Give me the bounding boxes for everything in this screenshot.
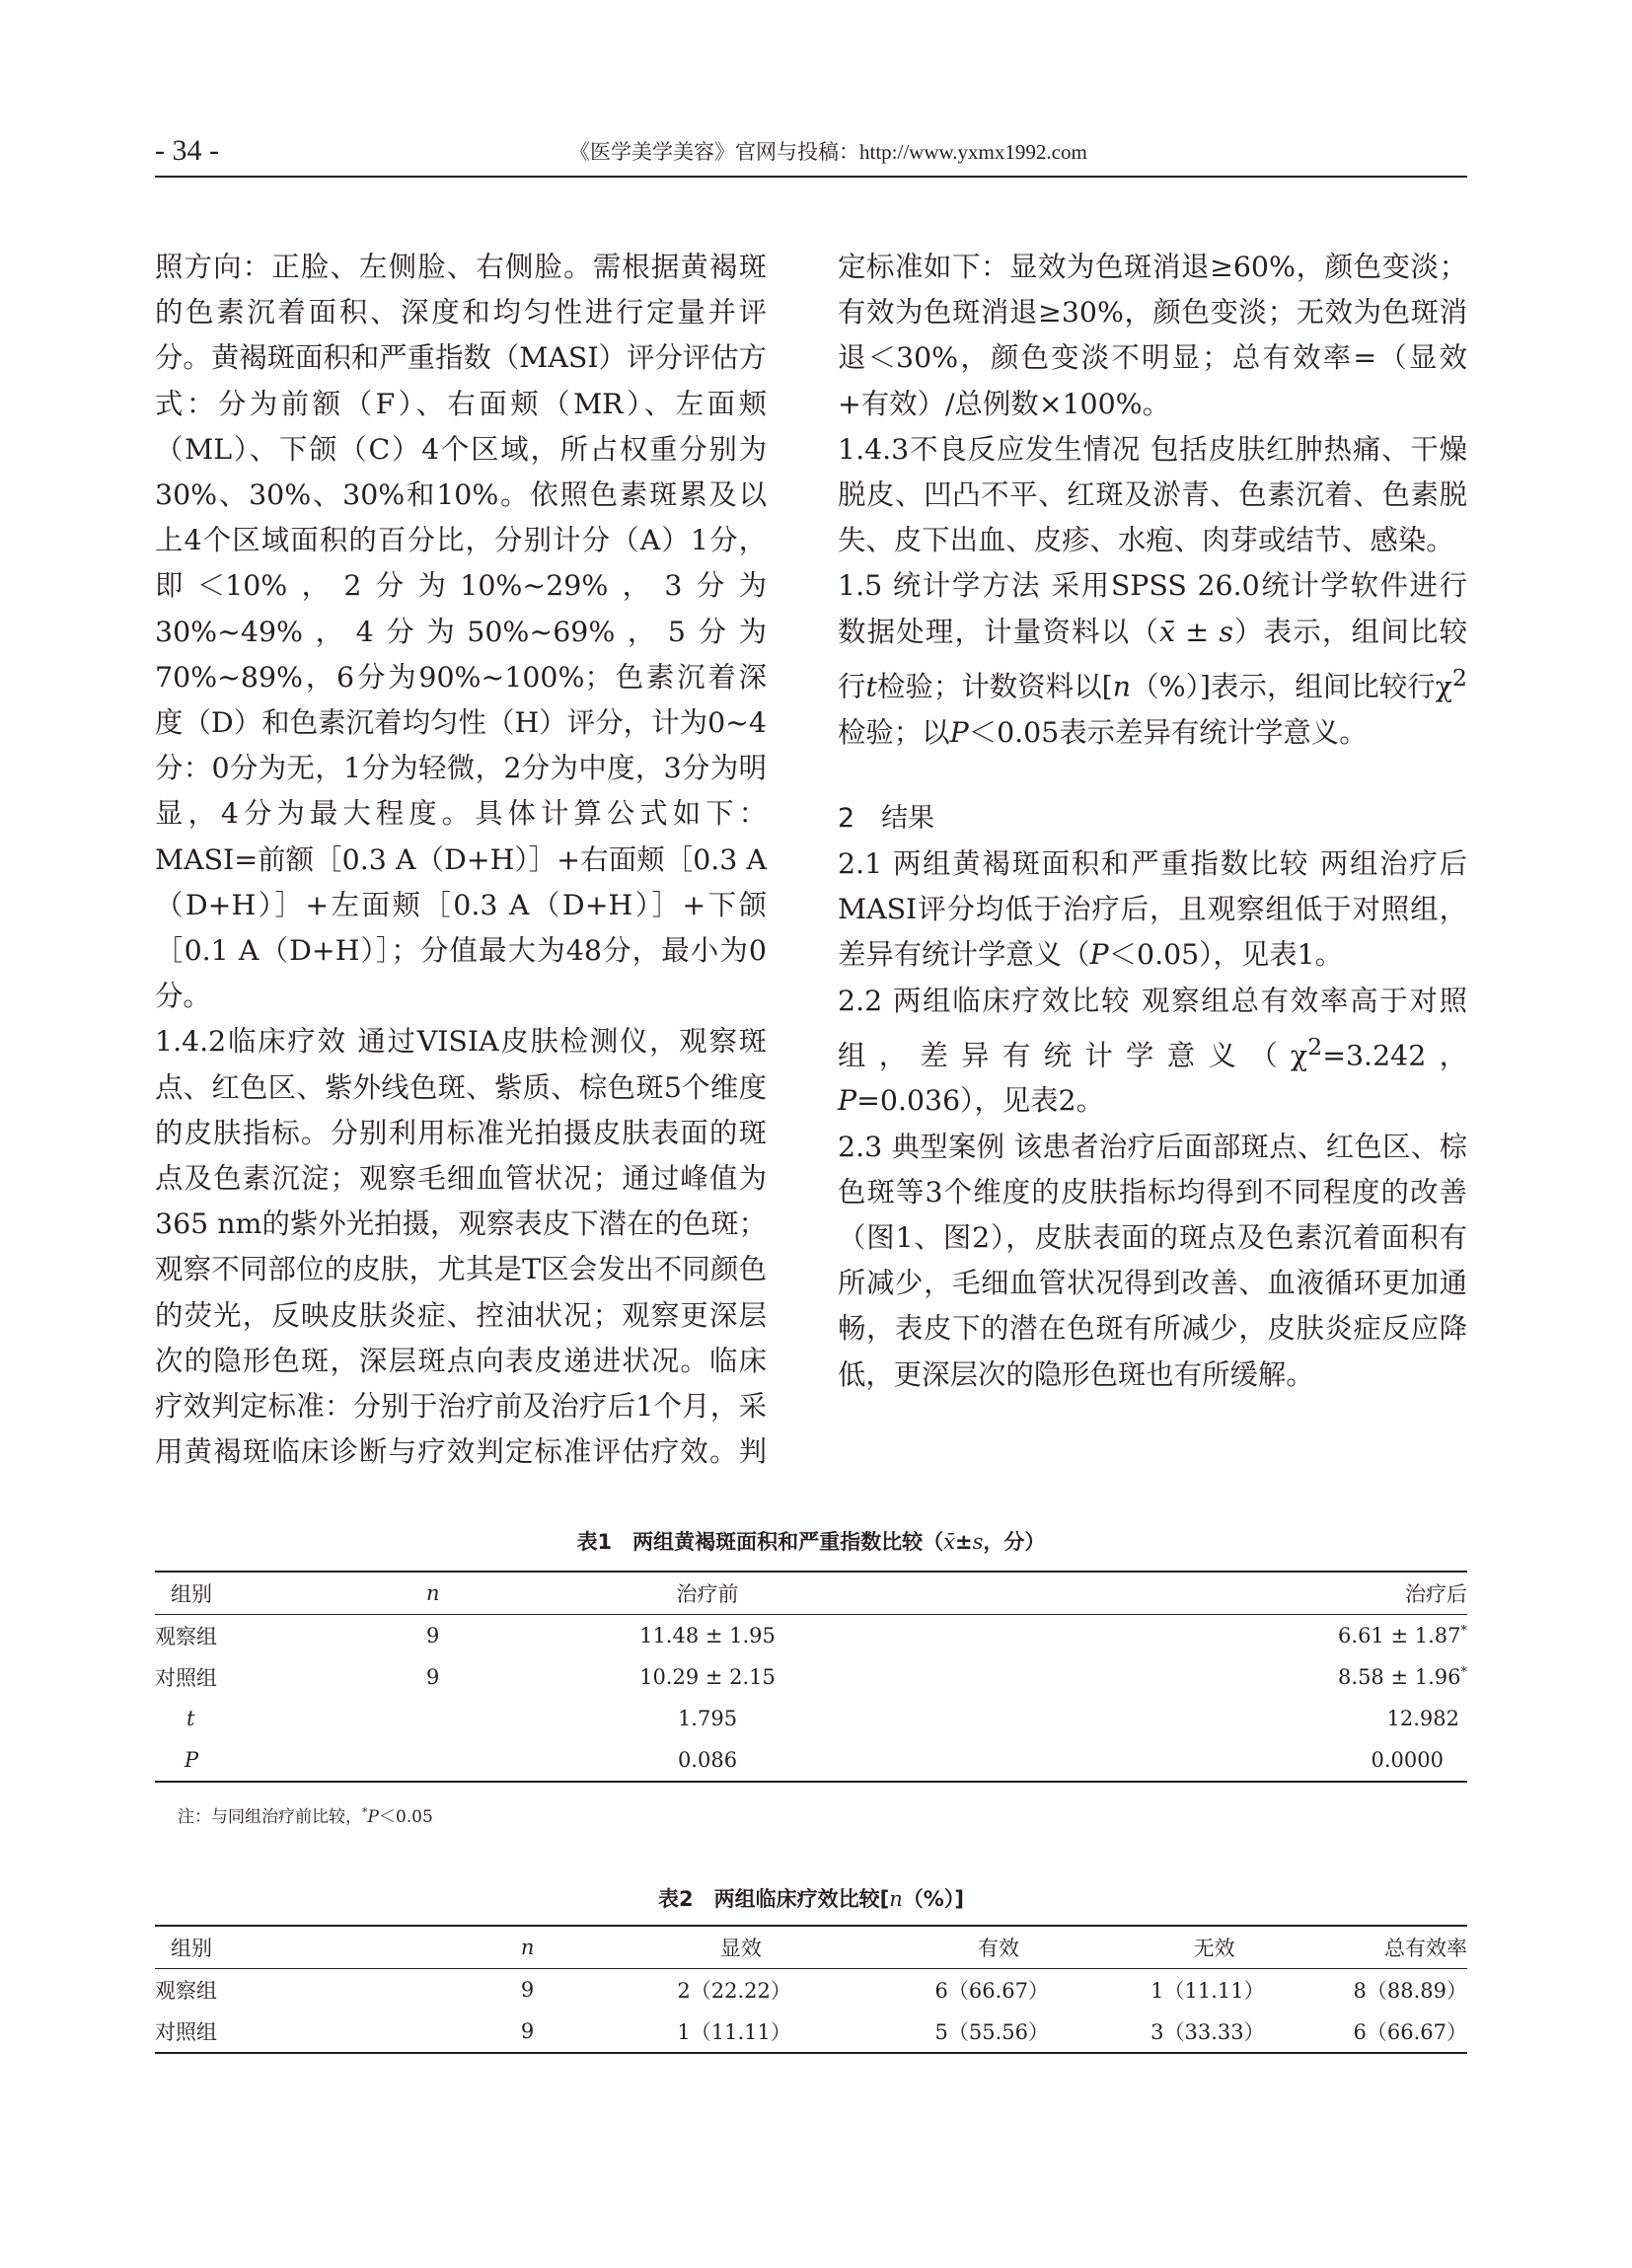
- header-group: 组别: [171, 1937, 212, 1960]
- table1-caption: 表1 两组黄褐斑面积和严重指数比较（x̄±s，分）: [576, 1530, 1046, 1554]
- table-row: 观察组 9 2（22.22） 6（66.67） 1（11.11） 8（88.89）: [155, 1978, 1467, 2003]
- masi-scoring-paragraph: 照方向：正脸、左侧脸、右侧脸。需根据黄褐斑的色素沉着面积、深度和均匀性进行定量并评分。黄褐斑面积和严重指数（MASI）评分评估方式：分为前额（F）、右面颊（MR）、左面颊（ML）、下颌（C）4个区域，所占权重分别为30%、30%、30%和10%。依照色素斑累及以上4个区域面积的百分比，分别计分（A）1分，即＜10%，2分为10%~29%，3分为30%~49%，4分为50%~69%，5分为70%~89%，6分为90%~100%；色素沉着深度（D）和色素沉着均匀性（H）评分，计为0~4分：0分为无，1分为轻微，2分为中度，3分为明显，4分为最大程度。具体计算公式如下：MASI=前额［0.3 A（D+H）］+右面颊［0.3 A（D+H）］+左面颊［0.3 A（D+H）］+下颌［0.1 A（D+H）］；分值最大为48分，最小为0分。: [155, 251, 767, 1013]
- table-header-row: [155, 1926, 1467, 1969]
- right-column: [838, 245, 1467, 1398]
- efficacy-criteria-paragraph: 定标准如下：显效为色斑消退≥60%，颜色变淡；有效为色斑消退≥30%，颜色变淡；无效为色斑消退＜30%，颜色变淡不明显；总有效率=（显效+有效）/总例数×100%。: [838, 251, 1467, 420]
- table2-caption: 表2 两组临床疗效比较[n（%）]: [658, 1887, 964, 1911]
- header-n: n: [426, 1581, 440, 1605]
- table-row: 对照组 9 10.29 ± 2.15 8.58 ± 1.96*: [155, 1665, 1467, 1690]
- page-number: - 34 -: [155, 134, 219, 167]
- results-heading: 2 结果: [838, 802, 935, 834]
- header-total-rate: 总有效率: [1384, 1937, 1467, 1960]
- header-marked: 显效: [719, 1937, 762, 1960]
- table-row: 对照组 9 1（11.11） 5（55.56） 3（33.33） 6（66.67）: [155, 2019, 1467, 2044]
- table2: [155, 1925, 1467, 2054]
- header-group: 组别: [171, 1582, 212, 1606]
- clinical-efficacy-paragraph: 1.4.2临床疗效 通过VISIA皮肤检测仪，观察斑点、红色区、紫外线色斑、紫质、棕色斑5个维度的皮肤指标。分别利用标准光拍摄皮肤表面的斑点及色素沉淀；观察毛细血管状况；通过峰值为365 nm的紫外光拍摄，观察表皮下潜在的色斑；观察不同部位的皮肤，尤其是T区会发出不同颜色的荧光，反映皮肤炎症、控油状况；观察更深层次的隐形色斑，深层斑点向表皮递进状况。临床疗效判定标准：分别于治疗前及治疗后1个月，采用黄褐斑临床诊断与疗效判定标准评估疗效。判: [155, 1025, 767, 1469]
- typical-case-paragraph: 2.3 典型案例 该患者治疗后面部斑点、红色区、棕色斑等3个维度的皮肤指标均得到不同程度的改善（图1、图2），皮肤表面的斑点及色素沉着面积有所减少，毛细血管状况得到改善、血液循环更加通畅，表皮下的潜在色斑有所减少，皮肤炎症反应降低，更深层次的隐形色斑也有所缓解。: [838, 1130, 1467, 1391]
- header-before: 治疗前: [676, 1582, 739, 1606]
- table-row: P 0.086 0.0000: [185, 1748, 1444, 1772]
- table-header-row: [155, 1572, 1467, 1615]
- efficacy-comparison-paragraph: 2.2 两组临床疗效比较 观察组总有效率高于对照组，差异有统计学意义（$\chi^2=3.242$，P=0.036），见表2。: [838, 984, 1467, 1118]
- left-column: [155, 245, 767, 1475]
- table1-note: 注：与同组治疗前比较，*P＜0.05: [178, 1805, 433, 1827]
- table-row: 观察组 9 11.48 ± 1.95 6.61 ± 1.87*: [155, 1624, 1467, 1648]
- journal-line: 《医学美学美容》官网与投稿：http://www.yxmx1992.com: [569, 140, 1087, 164]
- header-after: 治疗后: [1405, 1582, 1467, 1606]
- header-effective: 有效: [978, 1937, 1019, 1960]
- statistics-paragraph: 1.5 统计学方法 采用SPSS 26.0统计学软件进行数据处理，计量资料以（x̄ ± s）表示，组间比较行t检验；计数资料以[n（%）]表示，组间比较行$\chi^2$检验；以P＜0.05表示差异有统计学意义。: [838, 569, 1467, 749]
- adverse-reaction-paragraph: 1.4.3不良反应发生情况 包括皮肤红肿热痛、干燥脱皮、凹凸不平、红斑及淤青、色素沉着、色素脱失、皮下出血、皮疹、水疱、肉芽或结节、感染。: [838, 432, 1467, 557]
- table-row: t 1.795 12.982: [186, 1707, 1459, 1730]
- header-ineffective: 无效: [1193, 1937, 1235, 1960]
- page-header: [155, 126, 1467, 178]
- table1: [155, 1571, 1467, 1783]
- header-n: n: [520, 1936, 535, 1959]
- masi-comparison-paragraph: 2.1 两组黄褐斑面积和严重指数比较 两组治疗后MASI评分均低于治疗后，且观察组低于对照组，差异有统计学意义（P＜0.05），见表1。: [838, 846, 1467, 972]
